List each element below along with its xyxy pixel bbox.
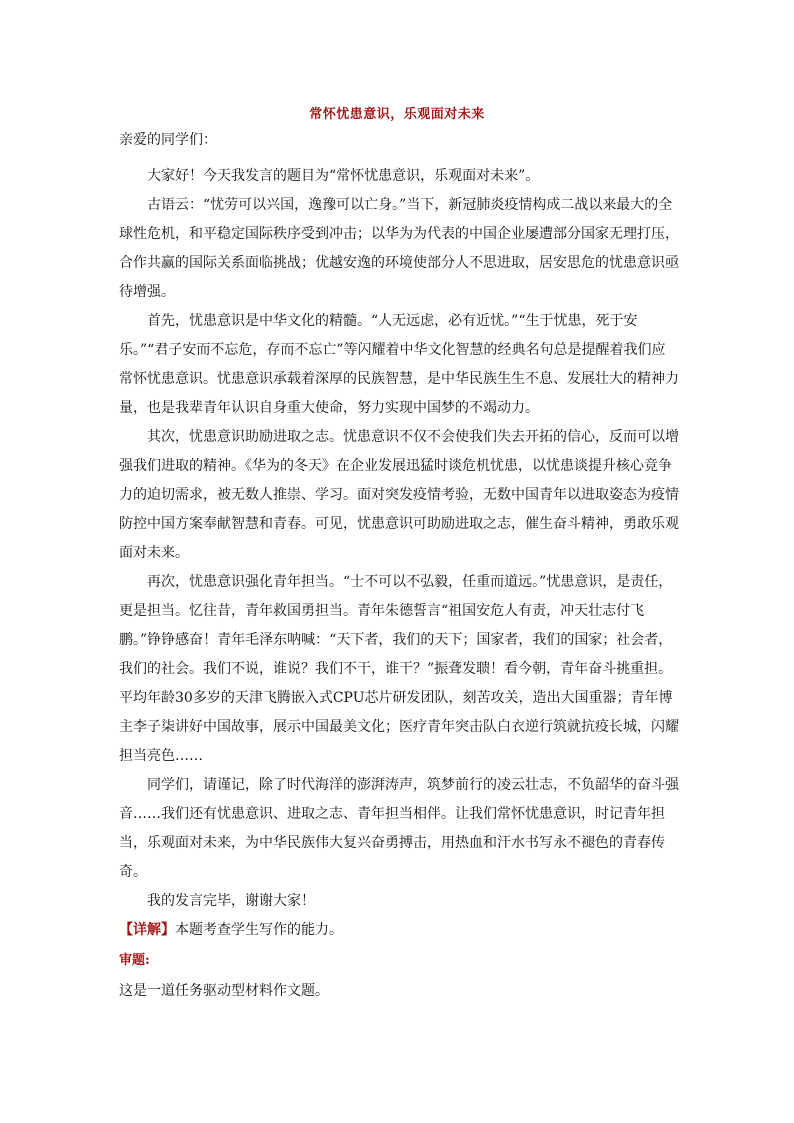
paragraph-6: 同学们，请谨记，除了时代海洋的澎湃涛声，筑梦前行的凌云壮志，不负韶华的奋斗强音……我们还有忧患意识、进取之志、青年担当相伴。让我们常怀忧患意识，时记青年担当，乐观面对未来，为中华民族伟大复兴奋勇搏击，用热血和汗水书写永不褪色的青春传奇。 [119,777,679,880]
paragraph-2: 古语云：“忧劳可以兴国，逸豫可以亡身。”当下，新冠肺炎疫情构成二战以来最大的全球性危机，和平稳定国际秩序受到冲击；以华为为代表的中国企业屡遭部分国家无理打压，合作共赢的国际关系面临挑战；优越安逸的环境使部分人不思进取，居安思危的忧患意识亟待增强。 [119,197,679,300]
paragraph-1: 大家好！今天我发言的题目为“常怀忧患意识，乐观面对未来”。 [147,168,540,184]
review-heading: 审题: [119,953,150,968]
essay-body [119,130,679,1006]
paragraph-7: 我的发言完毕，谢谢大家！ [147,893,315,909]
paragraph-5: 再次，忧患意识强化青年担当。“士不可以不弘毅，任重而道远。”忧患意识，是责任，更是担当。忆往昔，青年救国勇担当。青年朱德誓言“祖国安危人有责，冲天壮志付飞鹏。”铮铮感奋！青年毛泽东呐喊：“天下者，我们的天下；国家者，我们的国家；社会者，我们的社会。我们不说，谁说？我们不干，谁干？”振聋发聩！看今朝，青年奋斗挑重担。平均年龄30多岁的天津飞腾嵌入式CPU芯片研发团队，刻苦攻关，造出大国重器；青年博主李子柒讲好中国故事，展示中国最美文化；医疗青年突击队白衣逆行筑就抗疫长城，闪耀担当亮色…… [119,574,679,764]
review-text: 这是一道任务驱动型材料作文题。 [119,983,329,999]
paragraph-4: 其次，忧患意识助励进取之志。忧患意识不仅不会使我们失去开拓的信心，反而可以增强我们进取的精神。《华为的冬天》在企业发展迅猛时谈危机忧患，以忧患谈提升核心竞争力的迫切需求，被无数人推崇、学习。面对突发疫情考验，无数中国青年以进取姿态为疫情防控中国方案奉献智慧和青春。可见，忧患意识可助励进取之志，催生奋斗精神，勇敢乐观面对未来。 [119,429,679,561]
essay-title: 常怀忧患意识，乐观面对未来 [309,107,485,122]
detail-text: 本题考查学生写作的能力。 [175,922,343,938]
salutation: 亲爱的同学们： [119,132,217,148]
paragraph-3: 首先，忧患意识是中华文化的精髓。“人无远虑，必有近忧。”“生于忧患，死于安乐。”“君子安而不忘危，存而不忘亡”等闪耀着中华文化智慧的经典名句总是提醒着我们应常怀忧患意识。忧患意识承载着深厚的民族智慧，是中华民族生生不息、发展壮大的精神力量，也是我辈青年认识自身重大使命，努力实现中国梦的不竭动力。 [119,313,679,416]
detail-mark: 【详解】 [119,922,175,938]
detail-line [119,916,679,945]
